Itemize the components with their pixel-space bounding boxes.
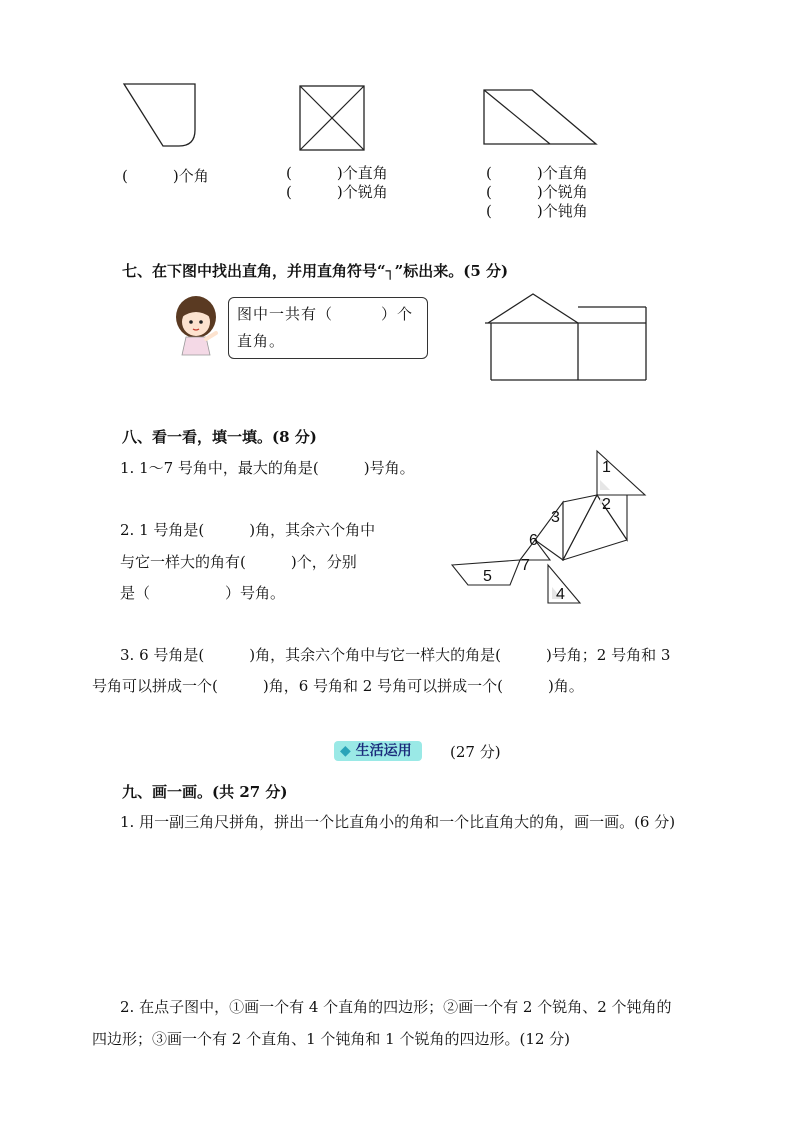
tangram-label-7: 7: [521, 557, 530, 574]
shape-trapezoid: [480, 86, 605, 151]
shape3-answer-right: ( )个直角: [486, 164, 588, 182]
section9-q2-line2: 四边形；③画一个有 2 个直角、1 个钝角和 1 个锐角的四边形。(12 分): [92, 1030, 571, 1048]
cube-icon: ◆: [340, 743, 351, 759]
shape2-answer-right: ( )个直角: [286, 164, 388, 182]
shape3-answer-obtuse: ( )个钝角: [486, 202, 588, 220]
section8-q2-line1: 2. 1 号角是( )角，其余六个角中: [120, 521, 376, 539]
section9-q2-line1: 2. 在点子图中，①画一个有 4 个直角的四边形；②画一个有 2 个锐角、2 个钝角的: [120, 998, 672, 1016]
shape2-answer-acute: ( )个锐角: [286, 183, 388, 201]
tangram-label-6: 6: [529, 532, 538, 549]
tangram-label-2: 2: [602, 496, 611, 513]
tangram-label-5: 5: [483, 568, 492, 585]
section-banner: [334, 741, 422, 761]
section8-heading: 八、看一看，填一填。(8 分): [122, 428, 317, 446]
shape3-answer-acute: ( )个锐角: [486, 183, 588, 201]
shape-square-with-diagonals: [296, 82, 371, 157]
banner-score: (27 分): [450, 743, 501, 761]
house-figure: [484, 290, 654, 385]
bubble-line2: 直角。: [237, 332, 286, 350]
tangram-bird-figure: [440, 445, 655, 610]
section8-q2-line2: 与它一样大的角有( )个，分别: [120, 553, 357, 571]
section8-q3-line2: 号角可以拼成一个( )角，6 号角和 2 号角可以拼成一个( )角。: [92, 677, 584, 695]
speech-bubble: [228, 297, 428, 359]
section8-q2-line3: 是（ ）号角。: [120, 584, 286, 602]
section9-heading: 九、画一画。(共 27 分): [122, 783, 288, 801]
section7-heading: 七、在下图中找出直角，并用直角符号“┐”标出来。(5 分): [122, 262, 509, 280]
section9-q1: 1. 用一副三角尺拼角，拼出一个比直角小的角和一个比直角大的角，画一画。(6 分): [120, 813, 676, 831]
tangram-label-3: 3: [551, 509, 560, 526]
section8-q3-line1: 3. 6 号角是( )角，其余六个角中与它一样大的角是( )号角；2 号角和 3: [120, 646, 671, 664]
bubble-line1: 图中一共有（ ）个: [237, 305, 414, 323]
shape1-answer: ( )个角: [122, 167, 209, 185]
tangram-label-1: 1: [602, 459, 611, 476]
girl-illustration: [172, 293, 222, 357]
section8-q1: 1. 1～7 号角中，最大的角是( )号角。: [120, 459, 415, 477]
tangram-label-4: 4: [556, 586, 565, 603]
shape-quadrilateral-rounded: [118, 80, 208, 155]
banner-title: 生活运用: [355, 743, 412, 759]
